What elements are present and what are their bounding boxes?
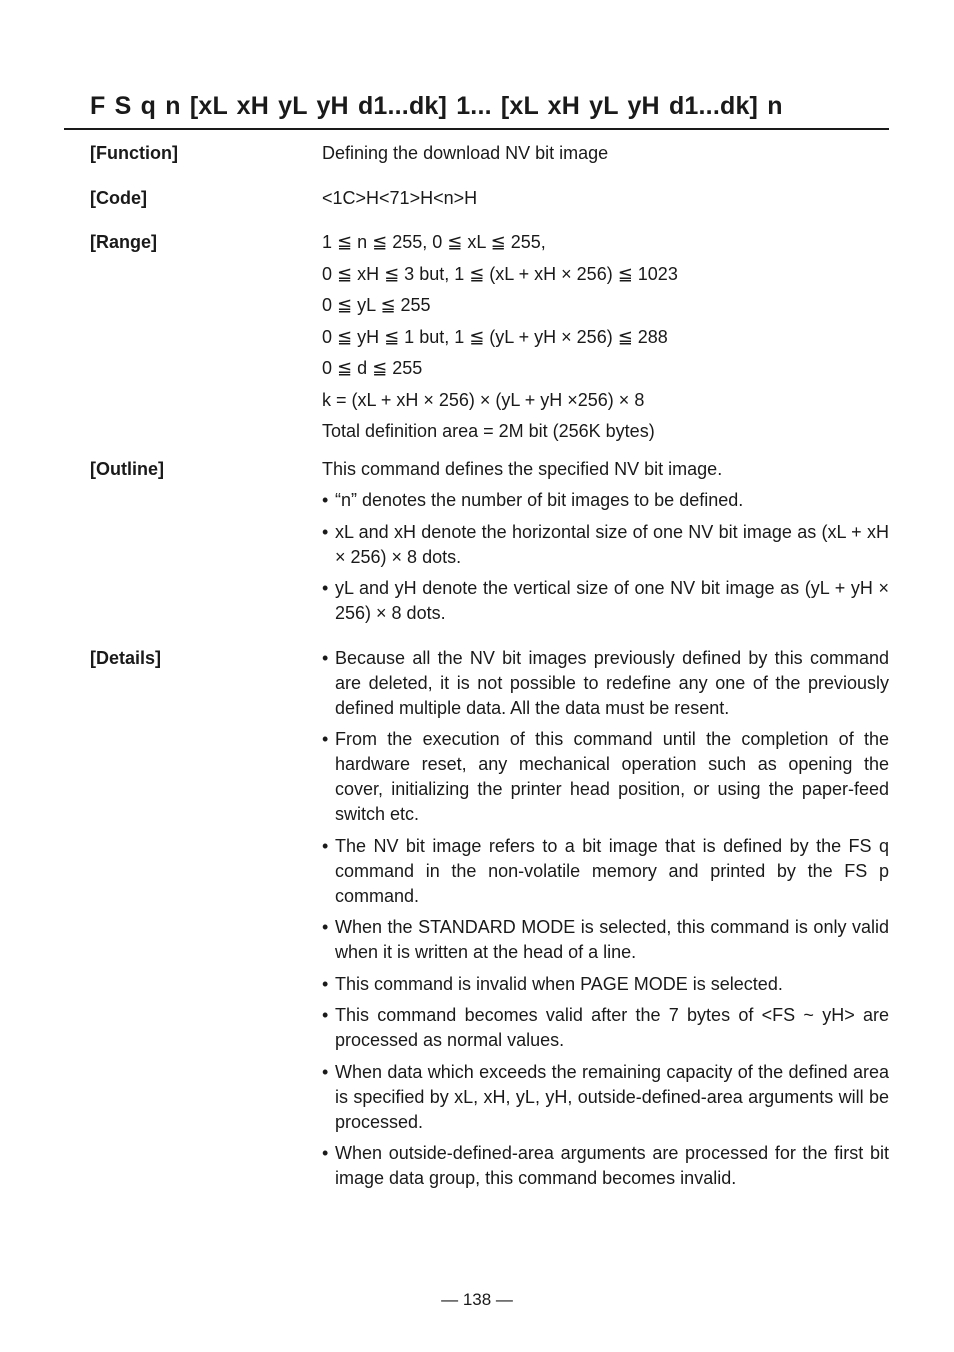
bullet-glyph: • — [322, 1061, 329, 1082]
bullet-glyph: • — [322, 917, 329, 937]
bullet-text: Because all the NV bit images previously defined by this command are deleted, it is not possible to redefine any one of the previously defined multiple data. All the data must be resent. — [335, 647, 889, 718]
range-line: k = (xL + xH × 256) × (yL + yH ×256) × 8 — [322, 389, 645, 410]
outline-bullet — [322, 520, 889, 570]
bullet-text: When outside-defined-area arguments are processed for the first bit image data group, this command becomes invalid. — [335, 1143, 889, 1188]
outline-bullet — [322, 488, 889, 513]
bullet-text: When the STANDARD MODE is selected, this command is only valid when it is written at the head of a line. — [335, 917, 889, 962]
bullet-text: yL and yH denote the vertical size of one NV bit image as (yL + yH × 256) × 8 dots. — [335, 578, 889, 623]
bullet-text: When data which exceeds the remaining capacity of the defined area is specified by xL, xH, yL, yH, outside-defined-area arguments will be processed. — [335, 1061, 889, 1132]
section-range — [90, 230, 889, 451]
bullet-glyph: • — [322, 729, 329, 749]
bullet-glyph: • — [322, 578, 329, 598]
bullet-text: xL and xH denote the horizontal size of one NV bit image as (xL + xH × 256) × 8 dots. — [335, 521, 889, 567]
section-outline — [90, 457, 889, 633]
function-label: [Function] — [90, 143, 178, 163]
range-line: 0 ≦ xH ≦ 3 but, 1 ≦ (xL + xH × 256) ≦ 1023 — [322, 263, 678, 284]
bullet-text: This command becomes valid after the 7 bytes of <FS ~ yH> are processed as normal values. — [335, 1005, 889, 1050]
details-bullet-list — [322, 646, 889, 1192]
code-label: [Code] — [90, 187, 147, 208]
bullet-text: The NV bit image refers to a bit image that is defined by the FS q command in the non-volatile memory and printed by the FS p command. — [335, 835, 889, 906]
function-text: Defining the download NV bit image — [322, 143, 609, 163]
outline-intro: This command defines the specified NV bit image. — [322, 458, 723, 479]
details-bullet — [322, 1003, 889, 1053]
bullet-glyph: • — [322, 647, 329, 668]
details-bullet — [322, 727, 889, 827]
details-body — [322, 646, 889, 1198]
bullet-glyph: • — [322, 1143, 329, 1163]
bullet-text: From the execution of this command until the completion of the hardware reset, any mechanical operation such as opening the cover, initializing the printer head position, or using the paper-feed switch etc. — [335, 729, 889, 824]
outline-bullet-list — [322, 488, 889, 626]
range-label: [Range] — [90, 232, 157, 252]
outline-bullet — [322, 576, 889, 626]
range-line: 0 ≦ yL ≦ 255 — [322, 295, 431, 315]
code-body — [322, 186, 889, 218]
page-title: F S q n [xL xH yL yH d1...dk] 1... [xL xH yL yH d1...dk] n — [90, 92, 783, 120]
title-divider — [64, 128, 889, 130]
bullet-glyph: • — [322, 1005, 329, 1025]
section-code — [90, 186, 889, 218]
bullet-glyph: • — [322, 521, 329, 542]
details-bullet — [322, 972, 889, 997]
range-line: Total definition area = 2M bit (256K bytes) — [322, 421, 655, 441]
details-bullet — [322, 646, 889, 721]
bullet-text: “n” denotes the number of bit images to be defined. — [335, 490, 744, 510]
range-body — [322, 230, 889, 451]
range-line: 0 ≦ d ≦ 255 — [322, 358, 423, 378]
bullet-glyph: • — [322, 973, 329, 994]
section-function — [90, 141, 889, 173]
range-line: 0 ≦ yH ≦ 1 but, 1 ≦ (yL + yH × 256) ≦ 288 — [322, 326, 668, 347]
outline-label: [Outline] — [90, 458, 164, 479]
outline-body — [322, 457, 889, 633]
range-line: 1 ≦ n ≦ 255, 0 ≦ xL ≦ 255, — [322, 232, 546, 252]
bullet-glyph: • — [322, 835, 329, 856]
details-bullet — [322, 1060, 889, 1135]
bullet-glyph: • — [322, 490, 329, 510]
function-body — [322, 141, 889, 173]
details-label: [Details] — [90, 647, 162, 668]
details-bullet — [322, 1141, 889, 1191]
code-text: <1C>H<71>H<n>H — [322, 187, 478, 208]
section-details — [90, 646, 889, 1198]
details-bullet — [322, 915, 889, 965]
command-reference — [90, 141, 889, 1198]
page-number: — 138 — — [441, 1290, 513, 1309]
details-bullet — [322, 834, 889, 909]
bullet-text: This command is invalid when PAGE MODE is selected. — [335, 973, 783, 994]
